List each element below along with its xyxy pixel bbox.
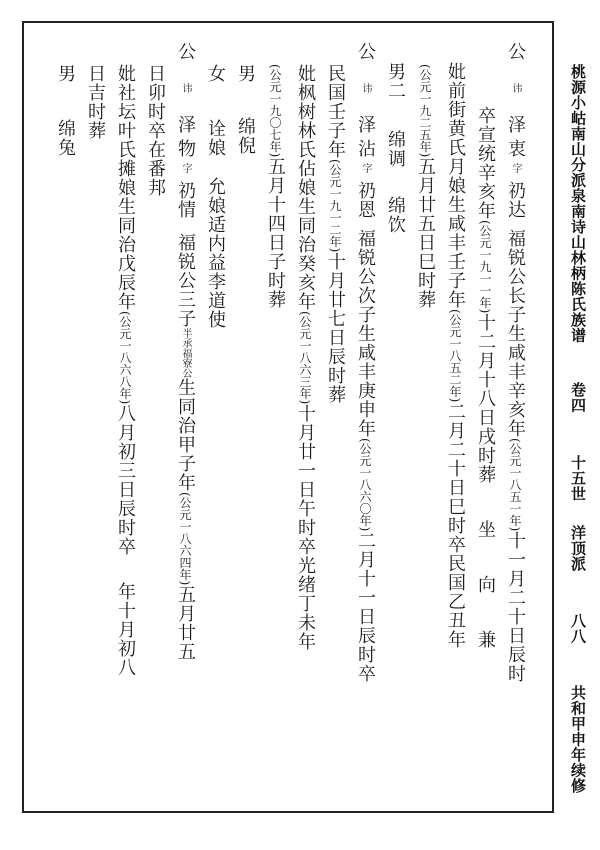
text-column	[234, 64, 256, 155]
son-name: 绵调	[385, 130, 406, 168]
year-note: (公元一九〇七年)	[268, 64, 282, 158]
text-column: (公元一九二五年)五月廿五日巳时葬	[415, 64, 436, 310]
person-name: 泽沾	[355, 115, 376, 163]
page-header	[568, 64, 589, 794]
year-note: (公元一八五二年)	[448, 309, 462, 403]
entry-title: 公	[175, 42, 196, 61]
text-column: 卒宣统辛亥年(公元一九一一年)十二月十八日戌时葬坐向兼	[475, 106, 496, 650]
text-column	[384, 62, 406, 234]
text-column: 妣前街黄氏月娘生咸丰壬子年(公元一八五二年)二月二十日巳时卒民国乙丑年	[445, 62, 466, 650]
person-name: 泽衷	[505, 115, 526, 163]
daughters-label: 女	[205, 64, 226, 83]
page-number: 八八	[569, 612, 587, 644]
courtesy-name: 礽情	[175, 181, 196, 219]
generation-label: 十五世	[569, 454, 587, 502]
son-name: 绵兔	[55, 119, 76, 157]
edition-label: 共和甲申年续修	[569, 685, 587, 794]
year-note: (公元一八六八年)	[118, 311, 132, 405]
year-note: (公元一八六四年)	[178, 492, 192, 586]
sons-label: 男	[235, 64, 256, 83]
text-column: 妣社坛叶氏摊娘生同治戊辰年(公元一八六八年)八月初三日辰时卒年十月初八	[115, 64, 136, 678]
text-column: 日吉时葬	[85, 64, 106, 140]
courtesy-name: 礽达	[505, 181, 526, 219]
text-column: 妣枫树林氏佔娘生同治癸亥年(公元一八六三年)十月廿一日午时卒光绪丁未年	[295, 64, 316, 652]
year-note: (公元一九一一年)	[478, 220, 492, 314]
text-column: 日卯时卒在番邦	[145, 64, 166, 197]
volume-label: 卷四	[569, 382, 587, 414]
year-note: (公元一八六三年)	[298, 311, 312, 405]
text-column: 公讳泽衷字礽达福锐公长子生咸丰辛亥年(公元一八五一年)十一月二十日辰时	[505, 42, 526, 684]
annotation: 半承福寮公	[180, 328, 191, 378]
year-note: (公元一八五一年)	[508, 438, 522, 532]
text-column: 民国壬子年(公元一九一二年)十月廿七日辰时葬	[325, 64, 346, 405]
daughter-name: 诠娘	[205, 119, 226, 157]
son-name: 绵饮	[385, 196, 406, 234]
person-name: 泽物	[175, 115, 196, 163]
year-note: (公元一八六〇年)	[358, 438, 372, 532]
year-note: (公元一九二五年)	[418, 64, 432, 158]
text-column: (公元一九〇七年)五月十四日子时葬	[265, 64, 286, 310]
sons-label: 男二	[385, 62, 406, 100]
year-note: (公元一九一二年)	[328, 159, 342, 253]
text-column: 公讳泽物字礽情福锐公三子半承福寮公生同治甲子年(公元一八六四年)五月廿五	[175, 42, 196, 662]
branch-label: 洋顶派	[569, 524, 587, 572]
entry-title: 公	[355, 42, 376, 61]
book-title: 桃源小岵南山分派泉南诗山林柄陈氏族谱	[569, 64, 587, 343]
text-column	[54, 64, 76, 157]
sons-label: 男	[55, 64, 76, 83]
entry-title: 公	[505, 42, 526, 61]
son-name: 绵倪	[235, 117, 256, 155]
text-column: 公讳泽沾字礽恩福锐公次子生咸丰庚申年(公元一八六〇年)二月十一日辰时卒	[355, 42, 376, 684]
text-column: 女诠娘允娘适内益李道使	[205, 64, 226, 329]
courtesy-name: 礽恩	[355, 181, 376, 219]
